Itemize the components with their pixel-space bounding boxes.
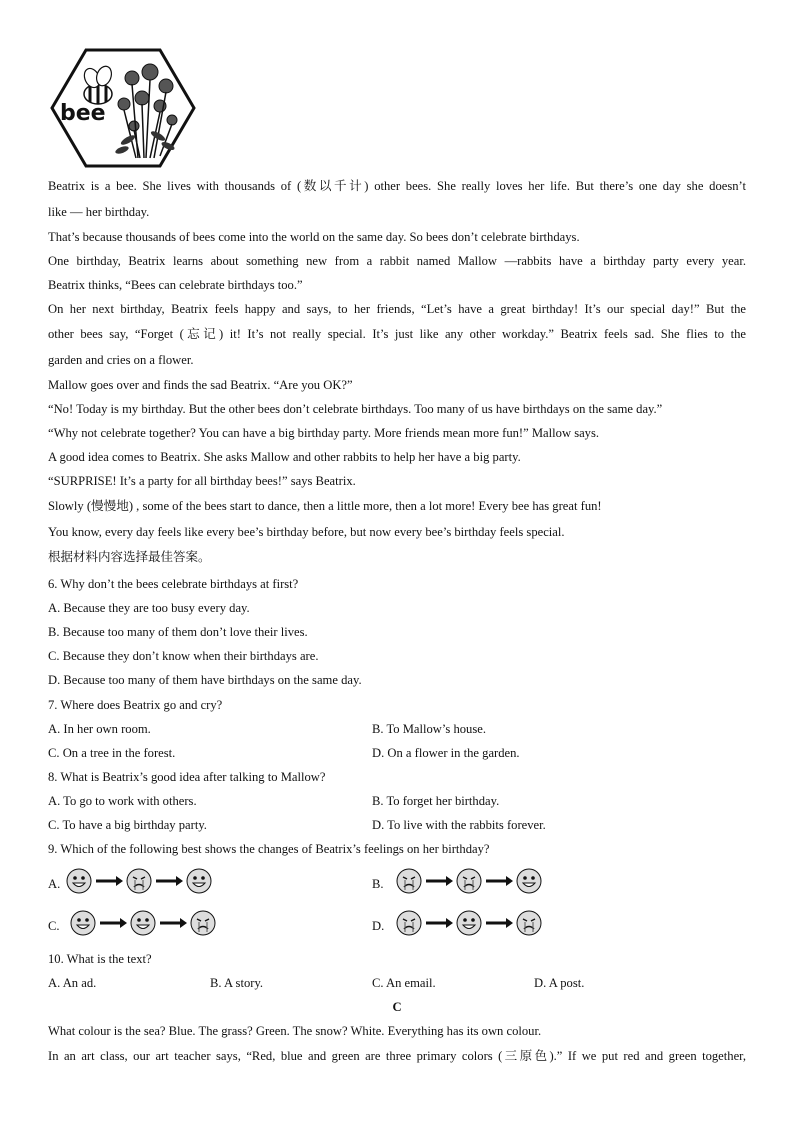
bee-logo (50, 48, 196, 168)
passage-line: garden and cries on a flower. (48, 353, 194, 367)
passage-line: Mallow goes over and finds the sad Beatrix. “Are you OK?” (48, 378, 353, 392)
q7-option-d[interactable]: D. On a flower in the garden. (372, 746, 520, 760)
q7-option-c[interactable]: C. On a tree in the forest. (48, 746, 176, 760)
sad-face-icon (190, 910, 216, 936)
arrow-right-icon (424, 875, 454, 887)
passage-line: One birthday, Beatrix learns about something new from a rabbit named Mallow —rabbits have a birthday party every year. (48, 254, 746, 268)
passage-line: Slowly (慢慢地) , some of the bees start to dance, then a little more, then a lot more! Every bee has great fun! (48, 499, 602, 513)
svg-text:bee: bee (60, 101, 106, 126)
q9-option-c-label[interactable]: C. (48, 919, 60, 933)
q9-option-a-label[interactable]: A. (48, 877, 61, 891)
happy-face-icon (130, 910, 156, 936)
happy-face-icon (516, 868, 542, 894)
passage-line: “Why not celebrate together? You can have a big birthday party. More friends mean more fun!” Mallow says. (48, 426, 600, 440)
passage-line: That’s because thousands of bees come into the world on the same day. So bees don’t celebrate birthdays. (48, 230, 580, 244)
passage-line: On her next birthday, Beatrix feels happy and says, to her friends, “Let’s have a great birthday! It’s our special day!” But the (48, 302, 746, 316)
question-10-stem: 10. What is the text? (48, 952, 152, 966)
instruction: 根据材料内容选择最佳答案。 (48, 549, 211, 564)
happy-face-icon (70, 910, 96, 936)
arrow-right-icon (94, 875, 124, 887)
q8-option-a[interactable]: A. To go to work with others. (48, 794, 197, 808)
sad-face-icon (396, 868, 422, 894)
arrow-right-icon (484, 875, 514, 887)
arrow-right-icon (154, 875, 184, 887)
arrow-right-icon (424, 917, 454, 929)
q9-option-d-label[interactable]: D. (372, 919, 385, 933)
arrow-right-icon (484, 917, 514, 929)
happy-face-icon (66, 868, 92, 894)
sad-face-icon (126, 868, 152, 894)
q9-option-d-faces[interactable] (396, 910, 542, 936)
happy-face-icon (456, 910, 482, 936)
section-c-heading: C (392, 1000, 402, 1014)
passage-line: “SURPRISE! It’s a party for all birthday bees!” says Beatrix. (48, 474, 356, 488)
question-8-stem: 8. What is Beatrix’s good idea after talking to Mallow? (48, 770, 326, 784)
q9-option-c-faces[interactable] (70, 910, 216, 936)
q9-option-a-faces[interactable] (66, 868, 212, 894)
passage-line: “No! Today is my birthday. But the other bees don’t celebrate birthdays. Too many of us have birthdays on the same day.” (48, 402, 663, 416)
sad-face-icon (516, 910, 542, 936)
q7-option-b[interactable]: B. To Mallow’s house. (372, 722, 486, 736)
passage-line: other bees say, “Forget (忘记) it! It’s not really special. It’s just like any other workday.” Beatrix feels sad. She flies to the (48, 327, 746, 341)
section-c-line: In an art class, our art teacher says, “Red, blue and green are three primary colors (三原色).” If we put red and green together, (48, 1049, 746, 1063)
q9-option-b-faces[interactable] (396, 868, 542, 894)
q9-option-b-label[interactable]: B. (372, 877, 384, 891)
arrow-right-icon (158, 917, 188, 929)
passage-line: A good idea comes to Beatrix. She asks Mallow and other rabbits to help her have a big party. (48, 450, 521, 464)
q6-option-a[interactable]: A. Because they are too busy every day. (48, 601, 250, 615)
q10-option-b[interactable]: B. A story. (210, 976, 264, 990)
q7-option-a[interactable]: A. In her own room. (48, 722, 151, 736)
q8-option-c[interactable]: C. To have a big birthday party. (48, 818, 207, 832)
q8-option-d[interactable]: D. To live with the rabbits forever. (372, 818, 546, 832)
section-c-line: What colour is the sea? Blue. The grass? Green. The snow? White. Everything has its own colour. (48, 1024, 542, 1038)
q6-option-c[interactable]: C. Because they don’t know when their birthdays are. (48, 649, 319, 663)
question-7-stem: 7. Where does Beatrix go and cry? (48, 698, 223, 712)
q6-option-b[interactable]: B. Because too many of them don’t love their lives. (48, 625, 308, 639)
passage-line: Beatrix is a bee. She lives with thousands of (数以千计) other bees. She really loves her life. But there’s one day she doesn’t (48, 179, 746, 193)
q8-option-b[interactable]: B. To forget her birthday. (372, 794, 500, 808)
arrow-right-icon (98, 917, 128, 929)
passage-line: like — her birthday. (48, 205, 150, 219)
sad-face-icon (396, 910, 422, 936)
passage-line: Beatrix thinks, “Bees can celebrate birthdays too.” (48, 278, 303, 292)
passage-line: You know, every day feels like every bee’s birthday before, but now every bee’s birthday feels special. (48, 525, 565, 539)
q6-option-d[interactable]: D. Because too many of them have birthdays on the same day. (48, 673, 362, 687)
q10-option-d[interactable]: D. A post. (534, 976, 585, 990)
question-9-stem: 9. Which of the following best shows the changes of Beatrix’s feelings on her birthday? (48, 842, 490, 856)
sad-face-icon (456, 868, 482, 894)
happy-face-icon (186, 868, 212, 894)
question-6-stem: 6. Why don’t the bees celebrate birthdays at first? (48, 577, 299, 591)
q10-option-c[interactable]: C. An email. (372, 976, 436, 990)
q10-option-a[interactable]: A. An ad. (48, 976, 97, 990)
